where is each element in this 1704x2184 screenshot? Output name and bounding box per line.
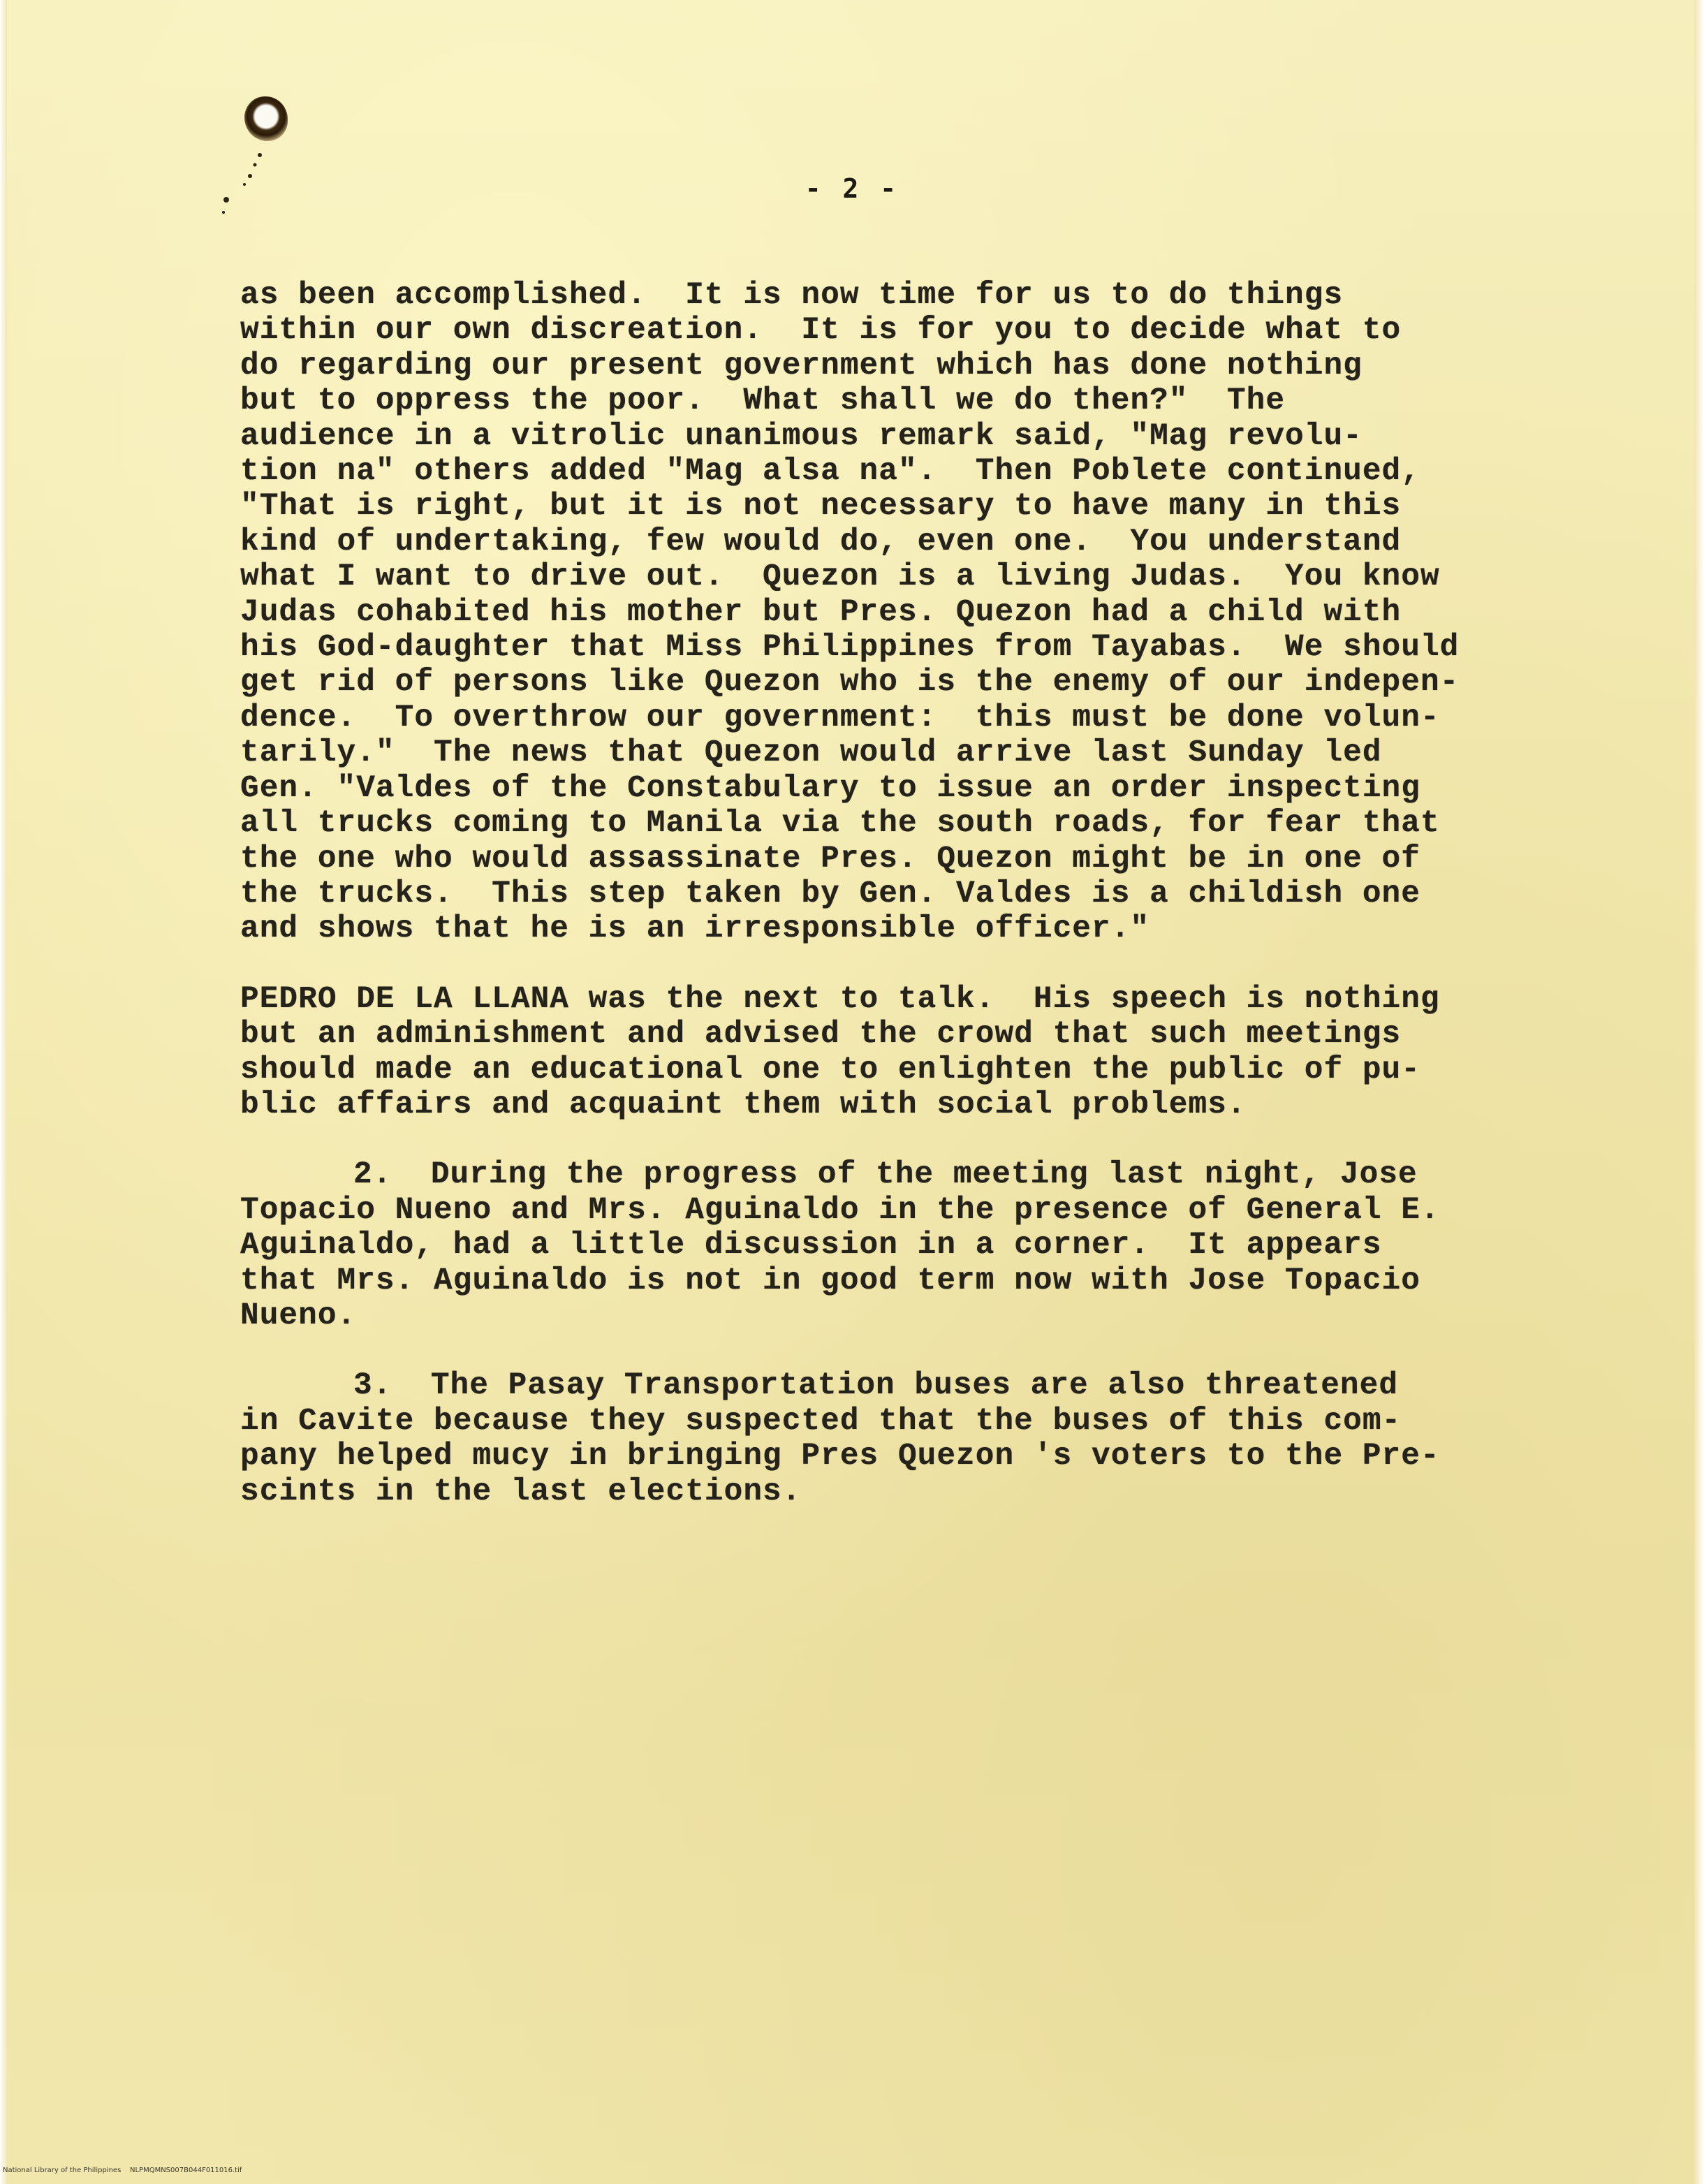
text-line: Aguinaldo, had a little discussion in a corner. It appears [240, 1228, 1382, 1263]
paragraph-gap [240, 1122, 1609, 1157]
text-line: but an adminishment and advised the crowd that such meetings [240, 1017, 1402, 1053]
paragraph-gap [240, 1333, 1609, 1368]
text-line: "That is right, but it is not necessary to have many in this [240, 489, 1402, 525]
text-line: tarily." The news that Quezon would arrive last Sunday led [240, 735, 1382, 771]
text-line: 2. During the progress of the meeting last night, Jose [353, 1157, 1418, 1193]
text-line: Topacio Nueno and Mrs. Aguinaldo in the presence of General E. [240, 1192, 1440, 1228]
text-line: in Cavite because they suspected that the buses of this com- [240, 1403, 1402, 1439]
text-line: should made an educational one to enlighten the public of pu- [240, 1052, 1420, 1087]
text-line: and shows that he is an irresponsible officer." [240, 911, 1150, 947]
text-line: scints in the last elections. [240, 1474, 802, 1509]
text-line: Judas cohabited his mother but Pres. Quezon had a child with [240, 594, 1402, 630]
text-line: that Mrs. Aguinaldo is not in good term now with Jose Topacio [240, 1263, 1420, 1298]
text-line: do regarding our present government which has done nothing [240, 348, 1363, 383]
text-line: the trucks. This step taken by Gen. Valdes is a childish one [240, 876, 1420, 911]
text-line: all trucks coming to Manila via the south roads, for fear that [240, 806, 1440, 842]
text-line: 3. The Pasay Transportation buses are also threatened [353, 1368, 1399, 1404]
text-line: get rid of persons like Quezon who is the enemy of our indepen- [240, 665, 1460, 701]
text-line: pany helped mucy in bringing Pres Quezon 's voters to the Pre- [240, 1439, 1440, 1474]
text-line: PEDRO DE LA LLANA was the next to talk. His speech is nothing [240, 981, 1440, 1017]
text-line: kind of undertaking, few would do, even one. You understand [240, 524, 1402, 559]
text-line: the one who would assassinate Pres. Quezon might be in one of [240, 841, 1420, 877]
text-line: Gen. "Valdes of the Constabulary to issue an order inspecting [240, 770, 1420, 806]
paragraph-item-3 [240, 1368, 1609, 1509]
text-line: his God-daughter that Miss Philippines from Tayabas. We should [240, 630, 1460, 666]
text-line: audience in a vitrolic unanimous remark said, "Mag revolu- [240, 418, 1363, 454]
text-line: within our own discreation. It is for you to decide what to [240, 313, 1402, 349]
text-line: Nueno. [240, 1298, 357, 1333]
page-number: - 2 - [805, 173, 899, 204]
scan-edge-left [0, 0, 7, 2184]
paragraph-item-2 [240, 1157, 1609, 1333]
paragraph-gap [240, 947, 1609, 982]
paragraph-poblete-speech [240, 278, 1609, 947]
text-line: as been accomplished. It is now time for us to do things [240, 278, 1344, 313]
burn-hole-mark [244, 96, 288, 141]
text-line: blic affairs and acquaint them with social problems. [240, 1087, 1247, 1122]
scan-edge-right [1694, 0, 1704, 2184]
text-line: what I want to drive out. Quezon is a living Judas. You know [240, 559, 1440, 595]
paragraph-de-la-llana [240, 982, 1609, 1123]
archive-footer-stamp: National Library of the Philippines NLPMQMNS007B044F011016.tif [3, 2167, 242, 2174]
text-line: but to oppress the poor. What shall we do then?" The [240, 383, 1286, 419]
text-line: dence. To overthrow our government: this must be done volun- [240, 700, 1440, 735]
document-body [240, 278, 1609, 1509]
text-line: tion na" others added "Mag alsa na". Then Poblete continued, [240, 454, 1420, 490]
